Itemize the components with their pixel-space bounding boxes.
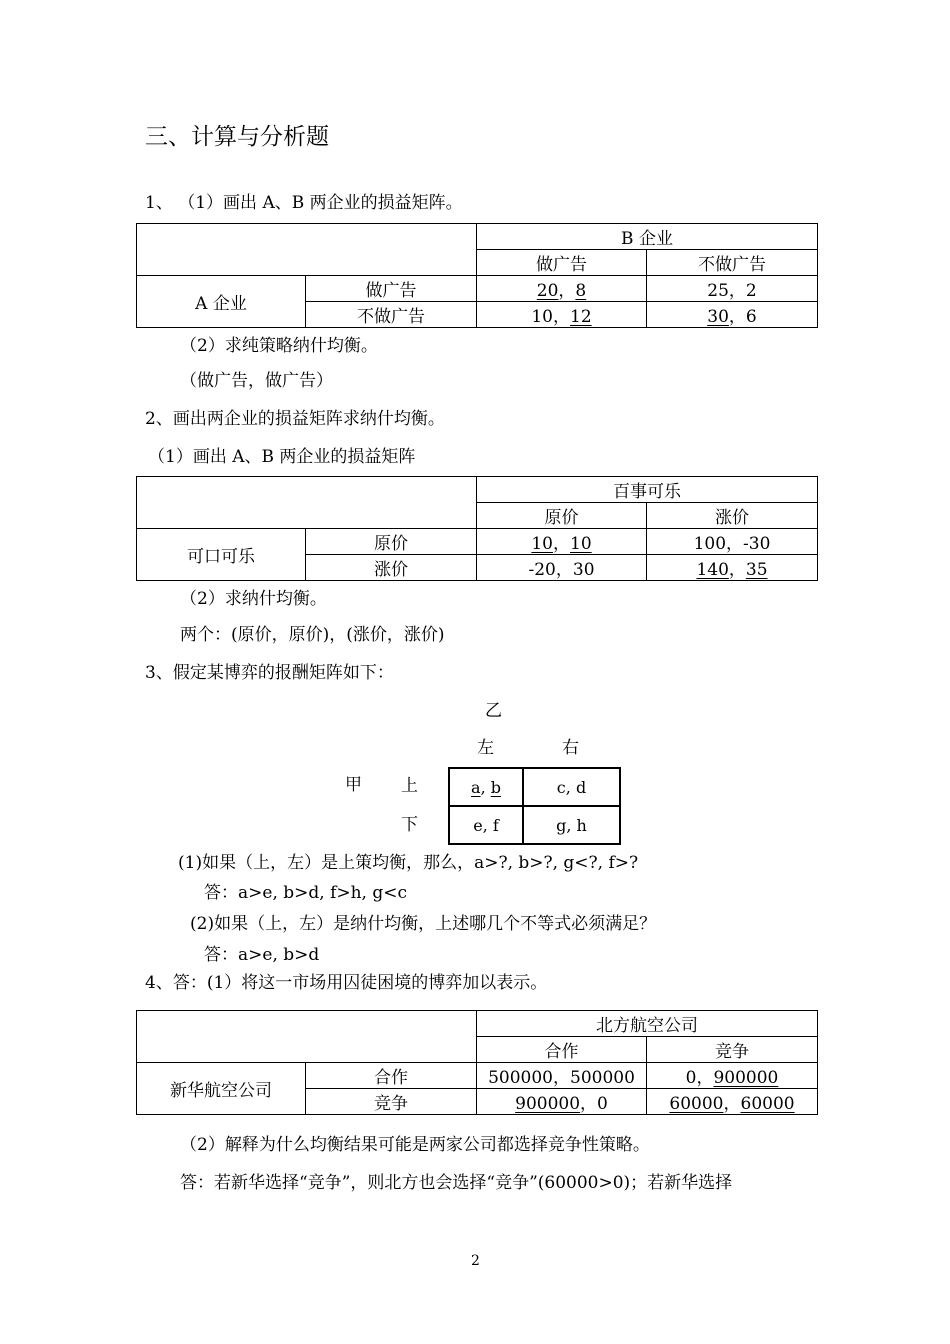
q2-row-strategy: 原价 (306, 529, 477, 555)
payoff-a: 10 (531, 534, 553, 554)
q1-row-strategy: 做广告 (306, 276, 477, 302)
q3-col-strategy: 右 (562, 738, 579, 758)
q3-answer2: 答：a>e, b>d (204, 945, 320, 965)
q1-title: 1、 （1）画出 A、B 两企业的损益矩阵。 (145, 193, 463, 213)
payoff-a: 10 (531, 307, 553, 327)
payoff-a: 100 (693, 534, 727, 554)
q3-cell: c, d (523, 768, 620, 806)
q3-col-strategy: 左 (477, 738, 494, 758)
payoff-a: a (471, 777, 481, 797)
q2-cell: -20，30 (477, 555, 647, 581)
payoff-b: 500000 (570, 1068, 635, 1088)
q2-row-player: 可口可乐 (137, 529, 306, 581)
q4-corner-cell (137, 1011, 477, 1063)
q1-cell: 30，6 (647, 302, 818, 328)
payoff-b: 2 (745, 281, 757, 301)
q1-cell: 25，2 (647, 276, 818, 302)
q2-cell: 140，35 (647, 555, 818, 581)
payoff-b: 12 (570, 307, 592, 327)
payoff-a: 0 (685, 1068, 697, 1088)
payoff-b: 60000 (740, 1094, 795, 1114)
q1-col-strategy: 不做广告 (647, 250, 818, 276)
payoff-a: 20 (536, 281, 559, 301)
q3-cell: e, f (449, 806, 523, 844)
q2-col-strategy: 原价 (477, 503, 647, 529)
q4-title: 4、答：(1）将这一市场用囚徒困境的博弈加以表示。 (145, 973, 548, 993)
q1-cell: 20，8 (477, 276, 647, 302)
q3-answer1: 答：a>e, b>d, f>h, g<c (204, 883, 408, 903)
payoff-a: 30 (707, 307, 729, 327)
q3-question2: (2)如果（上，左）是纳什均衡，上述哪几个不等式必须满足？ (190, 914, 657, 934)
payoff-a: 25 (707, 281, 729, 301)
q4-col-strategy: 合作 (477, 1037, 647, 1063)
q4-row-player: 新华航空公司 (137, 1063, 306, 1115)
q2-col-strategy: 涨价 (647, 503, 818, 529)
payoff-a: 140 (696, 560, 729, 580)
payoff-a: 900000 (515, 1094, 581, 1114)
q3-row-strategy: 下 (401, 815, 418, 835)
payoff-b: 6 (745, 307, 757, 327)
q3-title: 3、假定某博弈的报酬矩阵如下： (145, 663, 394, 683)
q2-cell: 10，10 (477, 529, 647, 555)
payoff-b: -30 (743, 534, 771, 554)
q2-corner-cell (137, 477, 477, 529)
q1-answer: （做广告，做广告） (180, 371, 333, 391)
q1-row-strategy: 不做广告 (306, 302, 477, 328)
q3-question1: (1)如果（上，左）是上策均衡，那么，a>?, b>?, g<?, f>? (178, 853, 639, 873)
q1-col-player: B 企业 (477, 224, 818, 250)
q3-payoff-table (448, 767, 621, 845)
q3-col-player: 乙 (485, 701, 502, 721)
q2-part2: （2）求纳什均衡。 (180, 589, 327, 609)
q3-row-player: 甲 (345, 775, 362, 795)
q1-cell: 10，12 (477, 302, 647, 328)
payoff-b: b (490, 777, 501, 797)
q3-cell: a, b (449, 768, 523, 806)
q3-row-strategy: 上 (401, 776, 418, 796)
payoff-a: 500000 (488, 1068, 553, 1088)
payoff-a: 60000 (669, 1094, 724, 1114)
q4-part2: （2）解释为什么均衡结果可能是两家公司都选择竞争性策略。 (180, 1135, 650, 1155)
payoff-b: 10 (570, 534, 592, 554)
payoff-b: 8 (575, 281, 587, 301)
q4-cell: 900000，0 (477, 1089, 647, 1115)
q2-cell: 100，-30 (647, 529, 818, 555)
q4-cell: 60000，60000 (647, 1089, 818, 1115)
q1-payoff-table (136, 223, 818, 328)
q4-row-strategy: 合作 (306, 1063, 477, 1089)
section-heading: 三、计算与分析题 (145, 124, 329, 150)
q4-payoff-table (136, 1010, 818, 1115)
q3-cell: g, h (523, 806, 620, 844)
q2-payoff-table (136, 476, 818, 581)
q2-answer: 两个：(原价，原价)，(涨价，涨价) (180, 625, 445, 645)
q4-col-player: 北方航空公司 (477, 1011, 818, 1037)
q2-col-player: 百事可乐 (477, 477, 818, 503)
q4-row-strategy: 竞争 (306, 1089, 477, 1115)
payoff-a: -20 (528, 560, 556, 580)
q4-answer: 答：若新华选择“竞争”，则北方也会选择“竞争”(60000>0)；若新华选择 (180, 1173, 733, 1193)
q2-row-strategy: 涨价 (306, 555, 477, 581)
payoff-b: 35 (745, 560, 768, 580)
q2-sub1: （1）画出 A、B 两企业的损益矩阵 (148, 447, 416, 467)
q1-row-player: A 企业 (137, 276, 306, 328)
payoff-b: 30 (572, 560, 595, 580)
q1-col-strategy: 做广告 (477, 250, 647, 276)
q4-col-strategy: 竞争 (647, 1037, 818, 1063)
page-number: 2 (471, 1253, 480, 1269)
q4-cell: 500000，500000 (477, 1063, 647, 1089)
q4-cell: 0，900000 (647, 1063, 818, 1089)
q1-corner-cell (137, 224, 477, 276)
q1-part2: （2）求纯策略纳什均衡。 (180, 336, 378, 356)
q2-title: 2、画出两企业的损益矩阵求纳什均衡。 (145, 409, 445, 429)
payoff-b: 0 (597, 1094, 608, 1114)
payoff-b: 900000 (713, 1068, 779, 1088)
